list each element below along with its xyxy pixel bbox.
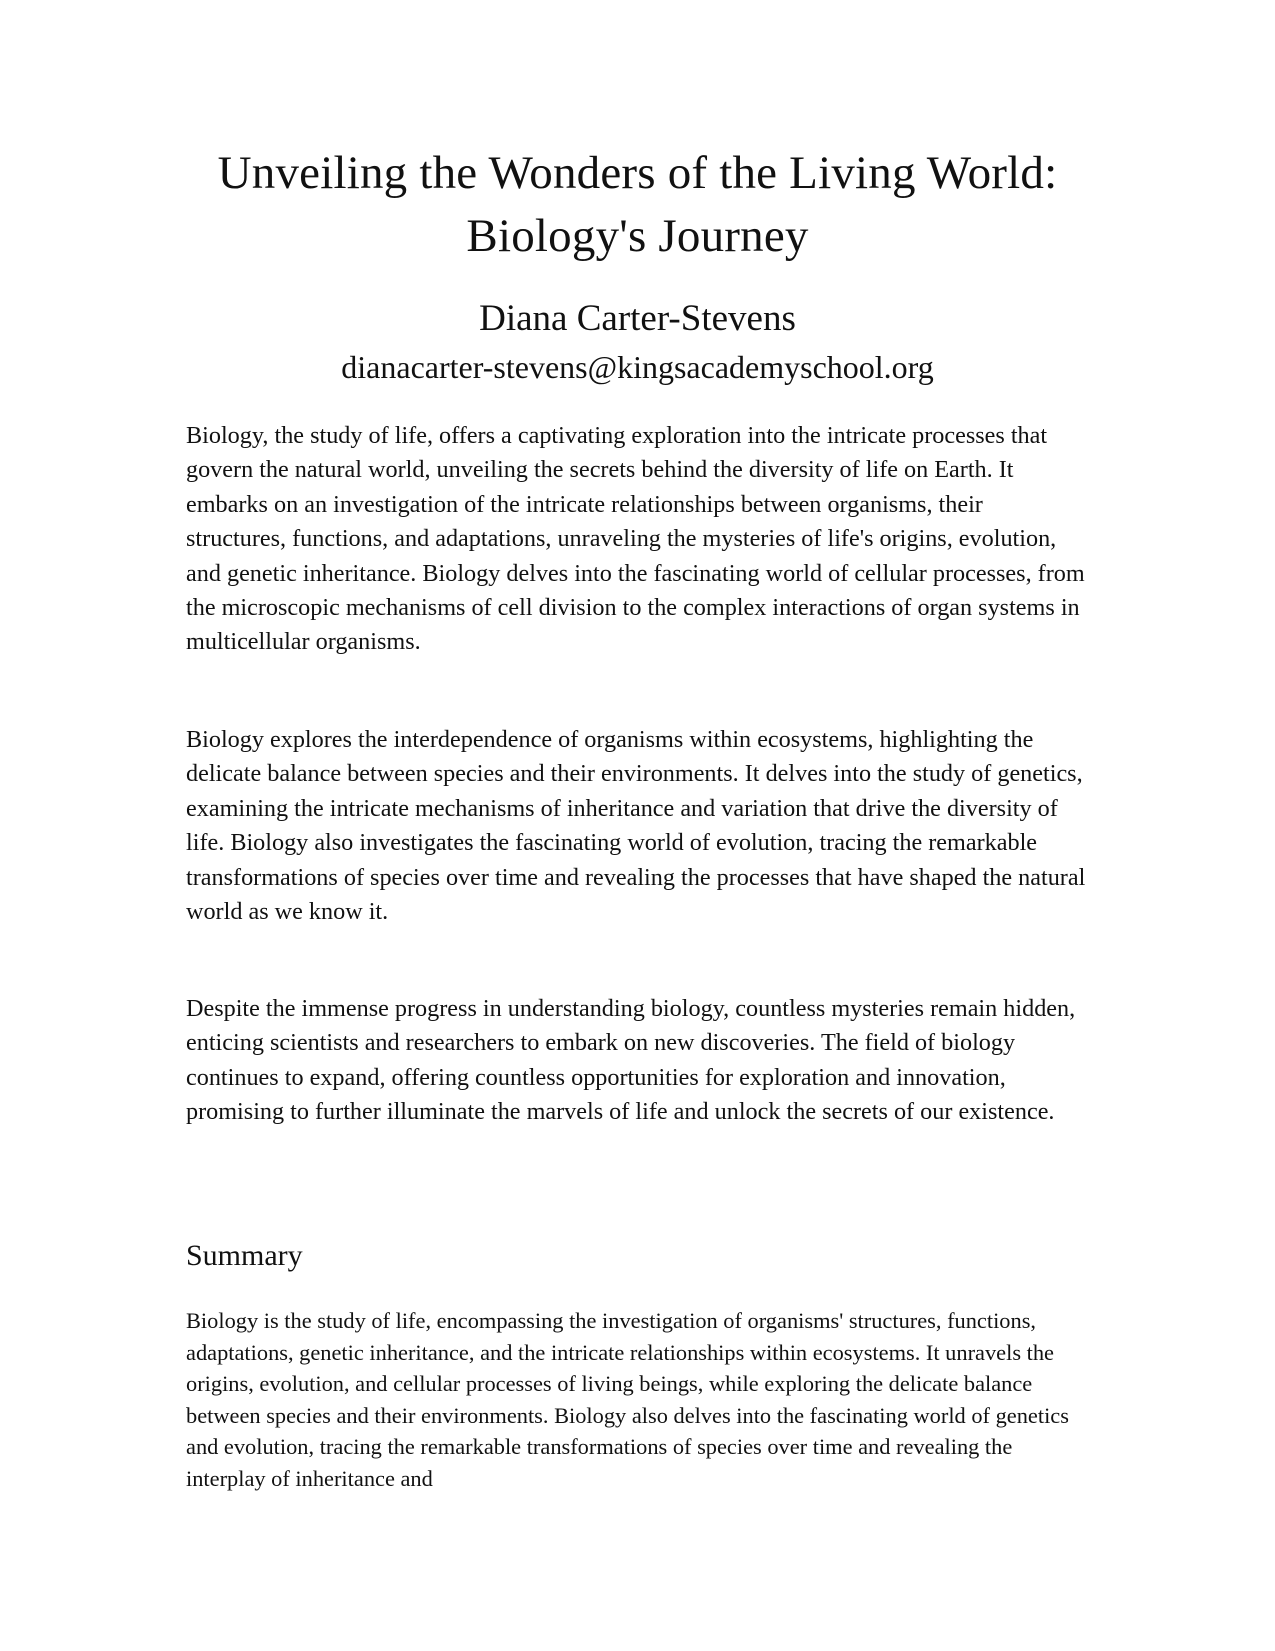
- body-paragraph-2: Biology explores the interdependence of organisms within ecosystems, highlighting the delicate balance between species and their environments. It delves into the study of genetics, examining the intricate mechanisms of inheritance and variation that drive the diversity of life. Biology also investigates the fascinating world of evolution, tracing the remarkable transformations of species over time and revealing the processes that have shaped the natural world as we know it.: [186, 726, 1086, 926]
- body-paragraph-1: Biology, the study of life, offers a captivating exploration into the intricate processes that govern the natural world, unveiling the secrets behind the diversity of life on Earth. It embarks on an investigation of the intricate relationships between organisms, their structures, functions, and adaptations, unraveling the mysteries of life's origins, evolution, and genetic inheritance. Biology delves into the fascinating world of cellular processes, from the microscopic mechanisms of cell division to the complex interactions of organ systems in multicellular organisms.: [186, 422, 1085, 656]
- author-name: Diana Carter-Stevens: [479, 298, 796, 339]
- summary-paragraph: Biology is the study of life, encompassing the investigation of organisms' structures, functions, adaptations, genetic inheritance, and the intricate relationships within ecosystems. It unravels the origins, evolution, and cellular processes of living beings, while exploring the delicate balance between species and their environments. Biology also delves into the fascinating world of genetics and evolution, tracing the remarkable transformations of species over time and revealing the interplay of inheritance and: [186, 1308, 1069, 1491]
- author-email: dianacarter-stevens@kingsacademyschool.org: [341, 349, 934, 385]
- summary-heading: Summary: [186, 1239, 303, 1272]
- body-paragraph-3: Despite the immense progress in understanding biology, countless mysteries remain hidden, enticing scientists and researchers to embark on new discoveries. The field of biology continues to expand, offering countless opportunities for exploration and innovation, promising to further illuminate the marvels of life and unlock the secrets of our existence.: [186, 995, 1076, 1126]
- document-title: Unveiling the Wonders of the Living World: Biology's Journey: [217, 147, 1058, 262]
